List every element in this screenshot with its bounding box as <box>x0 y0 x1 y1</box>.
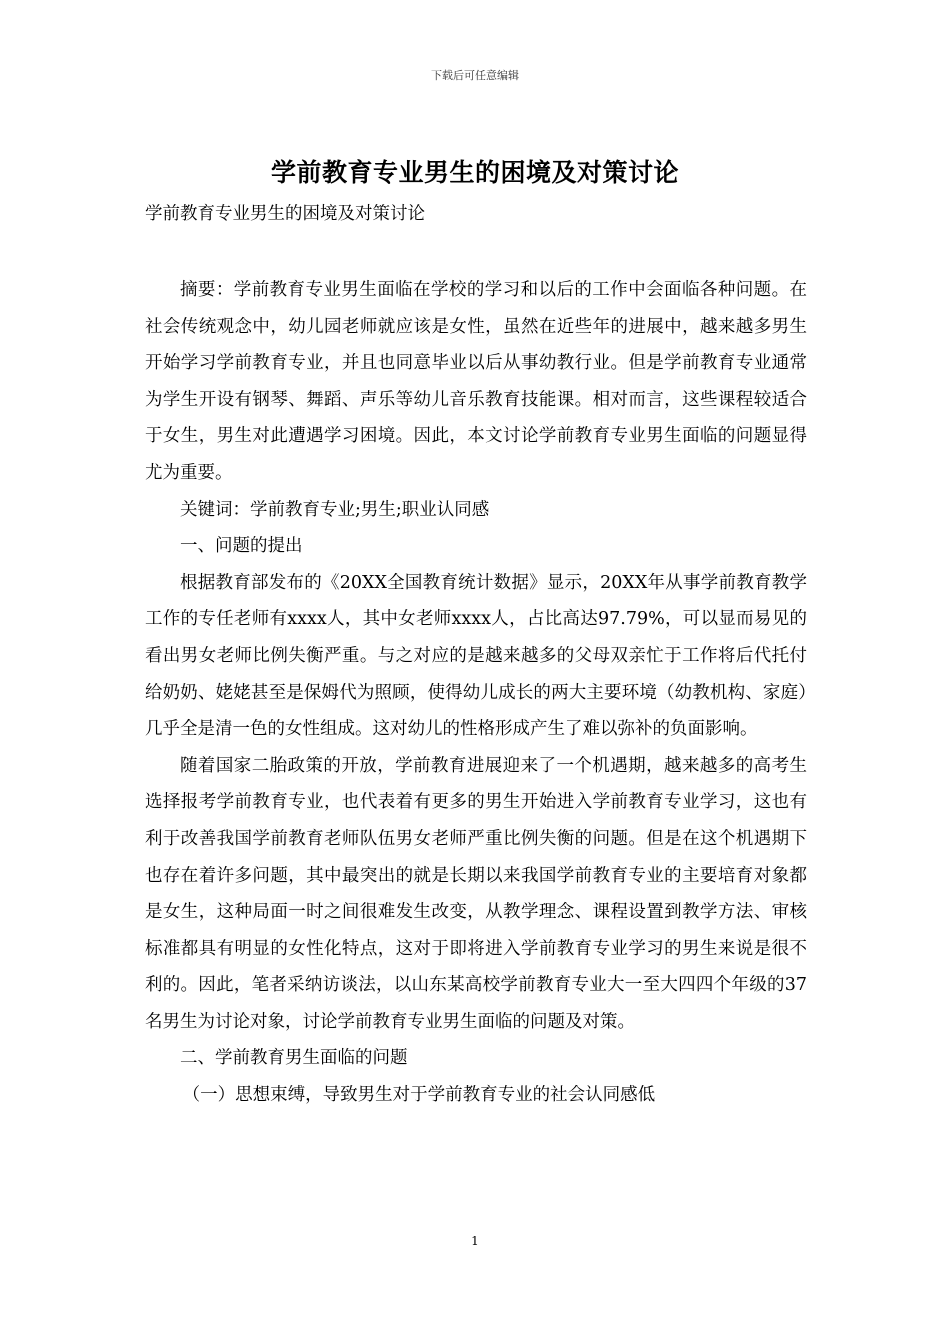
document-title: 学前教育专业男生的困境及对策讨论 <box>270 158 679 187</box>
page-number: 1 <box>471 1234 479 1248</box>
document-subtitle: 学前教育专业男生的困境及对策讨论 <box>145 204 425 224</box>
section-heading-2: 二、学前教育男生面临的问题 <box>180 1048 408 1069</box>
body-paragraph: 随着国家二胎政策的开放，学前教育进展迎来了一个机遇期，越来越多的高考生选择报考学前教育专业，也代表着有更多的男生开始进入学前教育专业学习，这也有利于改善我国学前教育老师队伍男女老师严重比例失衡的问题。但是在这个机遇期下也存在着许多问题，其中最突出的就是长期以来我国学前教育专业的主要培育对象都是女生，这种局面一时之间很难发生改变，从教学理念、课程设置到教学方法、审核标准都具有明显的女性化特点，这对于即将进入学前教育专业学习的男生来说是很不利的。因此，笔者采纳访谈法，以山东某高校学前教育专业大一至大四四个年级的37名男生为讨论对象，讨论学前教育专业男生面临的问题及对策。 <box>145 755 807 1032</box>
keywords-paragraph: 关键词：学前教育专业;男生;职业认同感 <box>180 499 490 520</box>
section-heading-1: 一、问题的提出 <box>180 536 303 557</box>
body-paragraph: 根据教育部发布的《20XX全国教育统计数据》显示，20XX年从事学前教育教学工作的专任老师有xxxx人，其中女老师xxxx人，占比高达97.79%，可以显而易见的看出男女老师比例失衡严重。与之对应的是越来越多的父母双亲忙于工作将后代托付给奶奶、姥姥甚至是保姆代为照顾，使得幼儿成长的两大主要环境（幼教机构、家庭）几乎全是清一色的女性组成。这对幼儿的性格形成产生了难以弥补的负面影响。 <box>145 572 807 740</box>
document-body <box>145 272 807 1114</box>
subsection-heading-1: （一）思想束缚，导致男生对于学前教育专业的社会认同感低 <box>182 1085 656 1106</box>
page-header-note: 下载后可任意编辑 <box>431 69 519 82</box>
abstract-paragraph: 摘要：学前教育专业男生面临在学校的学习和以后的工作中会面临各种问题。在社会传统观念中，幼儿园老师就应该是女性，虽然在近些年的进展中，越来越多男生开始学习学前教育专业，并且也同意毕业以后从事幼教行业。但是学前教育专业通常为学生开设有钢琴、舞蹈、声乐等幼儿音乐教育技能课。相对而言，这些课程较适合于女生，男生对此遭遇学习困境。因此，本文讨论学前教育专业男生面临的问题显得尤为重要。 <box>145 280 807 483</box>
